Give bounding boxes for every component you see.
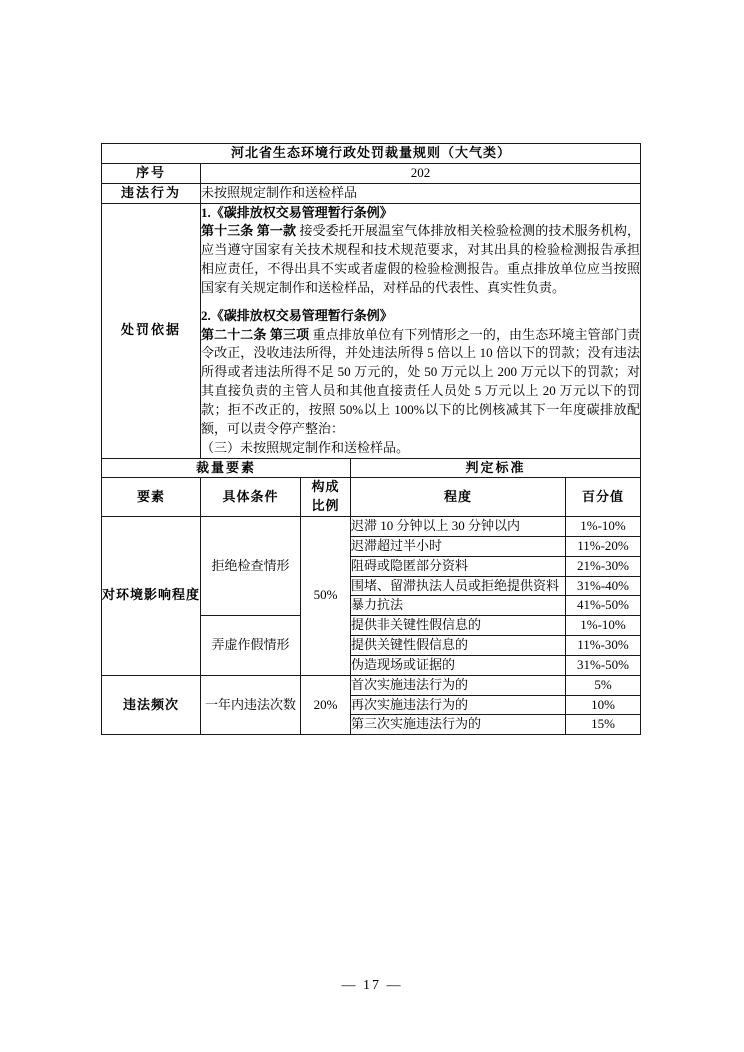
penalty-basis-label: 处罚依据 xyxy=(102,203,201,458)
penalty-basis-row xyxy=(102,203,641,458)
degree-cell: 迟滞超过半小时 xyxy=(351,536,566,556)
degree-cell: 提供关键性假信息的 xyxy=(351,636,566,656)
column-header-degree: 程度 xyxy=(351,478,566,517)
discretion-column-header-row xyxy=(102,478,641,517)
violation-row xyxy=(102,183,641,203)
degree-cell: 再次实施违法行为的 xyxy=(351,695,566,715)
column-header-condition: 具体条件 xyxy=(201,478,301,517)
degree-cell: 迟滞 10 分钟以上 30 分钟以内 xyxy=(351,517,566,537)
degree-cell: 伪造现场或证据的 xyxy=(351,655,566,675)
sequence-value: 202 xyxy=(201,163,641,183)
basis-item2-article: 第二十二条 第三项 xyxy=(201,326,310,342)
degree-cell: 暴力抗法 xyxy=(351,596,566,616)
percent-cell: 11%-30% xyxy=(566,636,641,656)
percent-cell: 31%-40% xyxy=(566,576,641,596)
percent-cell: 5% xyxy=(566,675,641,695)
degree-cell: 第三次实施违法行为的 xyxy=(351,715,566,735)
degree-cell: 围堵、留滞执法人员或拒绝提供资料 xyxy=(351,576,566,596)
degree-cell: 首次实施违法行为的 xyxy=(351,675,566,695)
group-header-elements: 裁量要素 xyxy=(102,458,351,478)
basis-item1-article: 第十三条 第一款 xyxy=(201,223,297,239)
basis-item2-title: 2.《碳排放权交易管理暂行条例》 xyxy=(201,307,393,323)
column-header-percent: 百分值 xyxy=(566,478,641,517)
penalty-discretion-table xyxy=(101,143,641,735)
percent-cell: 31%-50% xyxy=(566,655,641,675)
percent-cell: 21%-30% xyxy=(566,556,641,576)
basis-item2-text: 重点排放单位有下列情形之一的，由生态环境主管部门责令改正，没收违法所得，并处违法所得 5 倍以上 10 倍以下的罚款；没有违法所得或者违法所得不足 50 万元的，处 50 万元以上 200 万元以下的罚款；对其直接负责的主管人员和其他直接责任人员处 5 万元以上 20 万元以下的罚款；拒不改正的，按照 50%以上 100%以下的比例核减其下一年度碳排放配额，可以责令停产整治： xyxy=(201,326,640,436)
column-header-factor: 要素 xyxy=(102,478,201,517)
violation-label: 违法行为 xyxy=(102,183,201,203)
basis-item2-body xyxy=(201,326,640,439)
sequence-label: 序号 xyxy=(102,163,201,183)
document-title: 河北省生态环境行政处罚裁量规则（大气类） xyxy=(102,144,641,164)
percent-cell: 15% xyxy=(566,715,641,735)
condition-name-cell: 拒绝检查情形 xyxy=(201,517,301,616)
condition-name-cell: 弄虚作假情形 xyxy=(201,616,301,676)
percent-cell: 41%-50% xyxy=(566,596,641,616)
title-row xyxy=(102,144,641,164)
column-header-weight: 构成 比例 xyxy=(301,478,351,517)
percent-cell: 11%-20% xyxy=(566,536,641,556)
basis-item2-clause: （三）未按照规定制作和送检样品。 xyxy=(201,439,410,455)
table-row xyxy=(102,517,641,537)
weight-cell: 50% xyxy=(301,517,351,676)
table-row xyxy=(102,675,641,695)
basis-item1-body xyxy=(201,222,640,297)
degree-cell: 提供非关键性假信息的 xyxy=(351,616,566,636)
discretion-group-header-row xyxy=(102,458,641,478)
penalty-basis-content xyxy=(201,203,641,458)
factor-name-cell: 违法频次 xyxy=(102,675,201,735)
degree-cell: 阻碍或隐匿部分资料 xyxy=(351,556,566,576)
percent-cell: 1%-10% xyxy=(566,517,641,537)
condition-name-cell: 一年内违法次数 xyxy=(201,675,301,735)
percent-cell: 1%-10% xyxy=(566,616,641,636)
page-number-footer: — 17 — xyxy=(341,978,403,993)
basis-item1-title: 1.《碳排放权交易管理暂行条例》 xyxy=(201,204,393,220)
violation-value: 未按照规定制作和送检样品 xyxy=(201,183,641,203)
basis-item1-text: 接受委托开展温室气体排放相关检验检测的技术服务机构，应当遵守国家有关技术规程和技术规范要求，对其出具的检验检测报告承担相应责任，不得出具不实或者虚假的检验检测报告。重点排放单位应当按照国家有关规定制作和送检样品，对样品的代表性、真实性负责。 xyxy=(201,223,640,295)
factor-name-cell: 对环境影响程度 xyxy=(102,517,201,676)
sequence-row xyxy=(102,163,641,183)
percent-cell: 10% xyxy=(566,695,641,715)
group-header-criteria: 判定标准 xyxy=(351,458,641,478)
weight-cell: 20% xyxy=(301,675,351,735)
